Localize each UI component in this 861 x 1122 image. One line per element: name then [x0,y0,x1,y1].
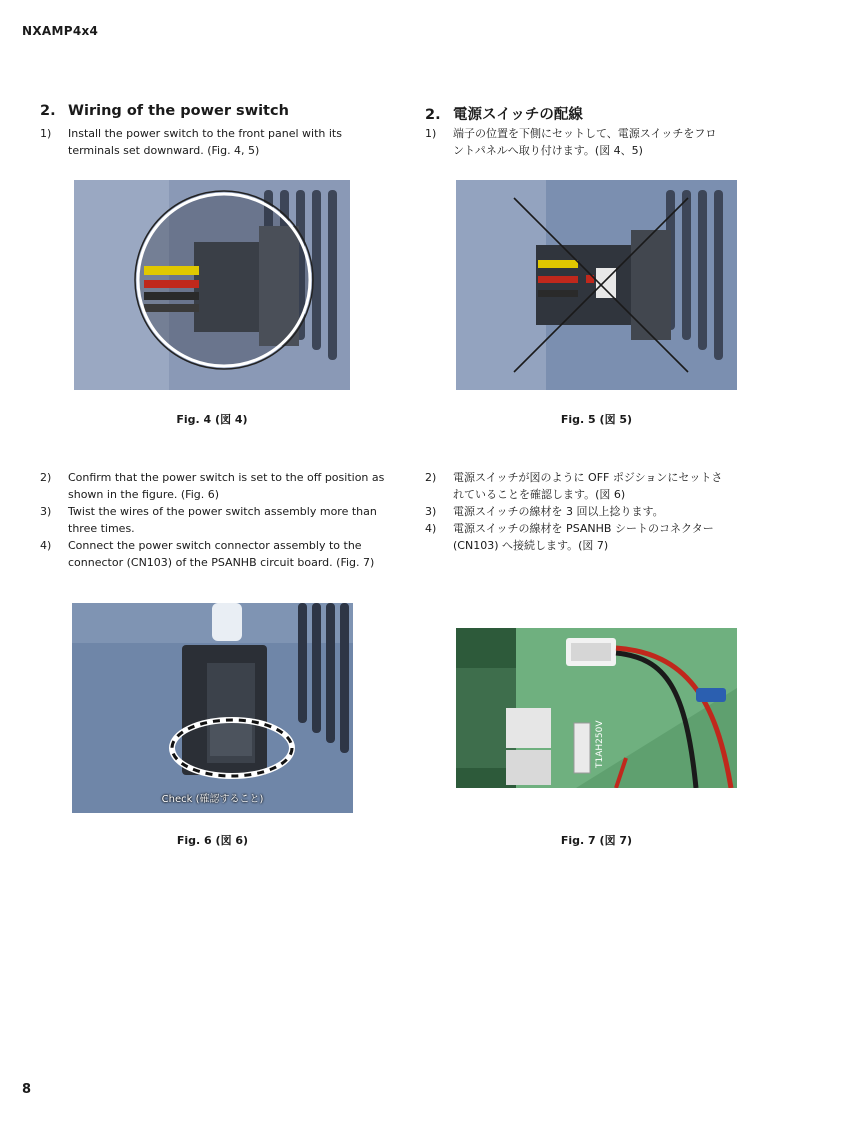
step-line: connector (CN103) of the PSANHB circuit board. (Fig. 7) [68,556,375,569]
fig7-photo [456,628,737,788]
step-number: 3) [425,505,437,518]
fig7-illustration [456,628,737,788]
fig5-caption: Fig. 5 (図 5) [560,413,633,426]
step-line: 端子の位置を下側にセットして、電源スイッチをフロ [453,127,717,140]
document-model-header: NXAMP4x4 [22,24,99,38]
step-number: 4) [40,539,52,552]
step-line: (CN103) へ接続します。(図 7) [453,539,609,552]
jp-step-4 [425,520,775,554]
step-line: three times. [68,522,135,535]
step-text [68,503,385,537]
step-line: Install the power switch to the front panel with its [68,127,342,140]
fig6-photo [72,603,353,813]
step-text [453,469,773,503]
fig6-caption: Fig. 6 (図 6) [176,834,249,847]
section-title-jp: 電源スイッチの配線 [453,107,583,123]
step-text [453,520,773,554]
step-line: Twist the wires of the power switch assembly more than [68,505,377,518]
en-step-4 [40,537,385,571]
fig5-illustration [456,180,737,390]
jp-step-1 [425,125,775,159]
jp-step-3 [425,503,775,520]
step-line: れていることを確認します。(図 6) [453,488,626,501]
en-step-2 [40,469,385,503]
step-text [453,125,773,159]
step-number: 4) [425,522,437,535]
en-step-3 [40,503,385,537]
section-heading-jp [425,103,583,124]
fig7-caption: Fig. 7 (図 7) [560,834,633,847]
step-text [68,469,385,503]
step-line: 電源スイッチの線材を 3 回以上捻ります。 [453,505,664,518]
fig6-illustration [72,603,353,813]
step-line: terminals set downward. (Fig. 4, 5) [68,144,260,157]
section-number-jp: 2. [425,107,441,123]
fig4-illustration [74,180,350,390]
section-title-en: Wiring of the power switch [68,103,289,119]
step-line: Connect the power switch connector assembly to the [68,539,362,552]
step-line: 電源スイッチが図のように OFF ポジションにセットさ [453,471,723,484]
step-line: Confirm that the power switch is set to the off position as [68,471,385,484]
step-line: shown in the figure. (Fig. 6) [68,488,220,501]
page-number: 8 [22,1082,32,1097]
section-heading-en [40,103,289,119]
fig6-check-label: Check (確認すること) [161,794,264,805]
fig5-photo [456,180,737,390]
section-number-en: 2. [40,103,56,119]
step-number: 1) [425,127,437,140]
fig4-caption: Fig. 4 (図 4) [176,413,248,426]
fig4-photo [74,180,350,390]
fuse-marking: T1AH250V [595,720,605,768]
en-step-1 [40,125,385,159]
step-text [453,503,773,520]
step-line: 電源スイッチの線材を PSANHB シートのコネクター [453,522,714,535]
step-number: 2) [40,471,52,484]
jp-step-2 [425,469,775,503]
step-number: 3) [40,505,52,518]
step-number: 2) [425,471,437,484]
step-number: 1) [40,127,52,140]
step-text [68,537,385,571]
step-line: ントパネルへ取り付けます。(図 4、5) [453,144,643,157]
step-text [68,125,385,159]
